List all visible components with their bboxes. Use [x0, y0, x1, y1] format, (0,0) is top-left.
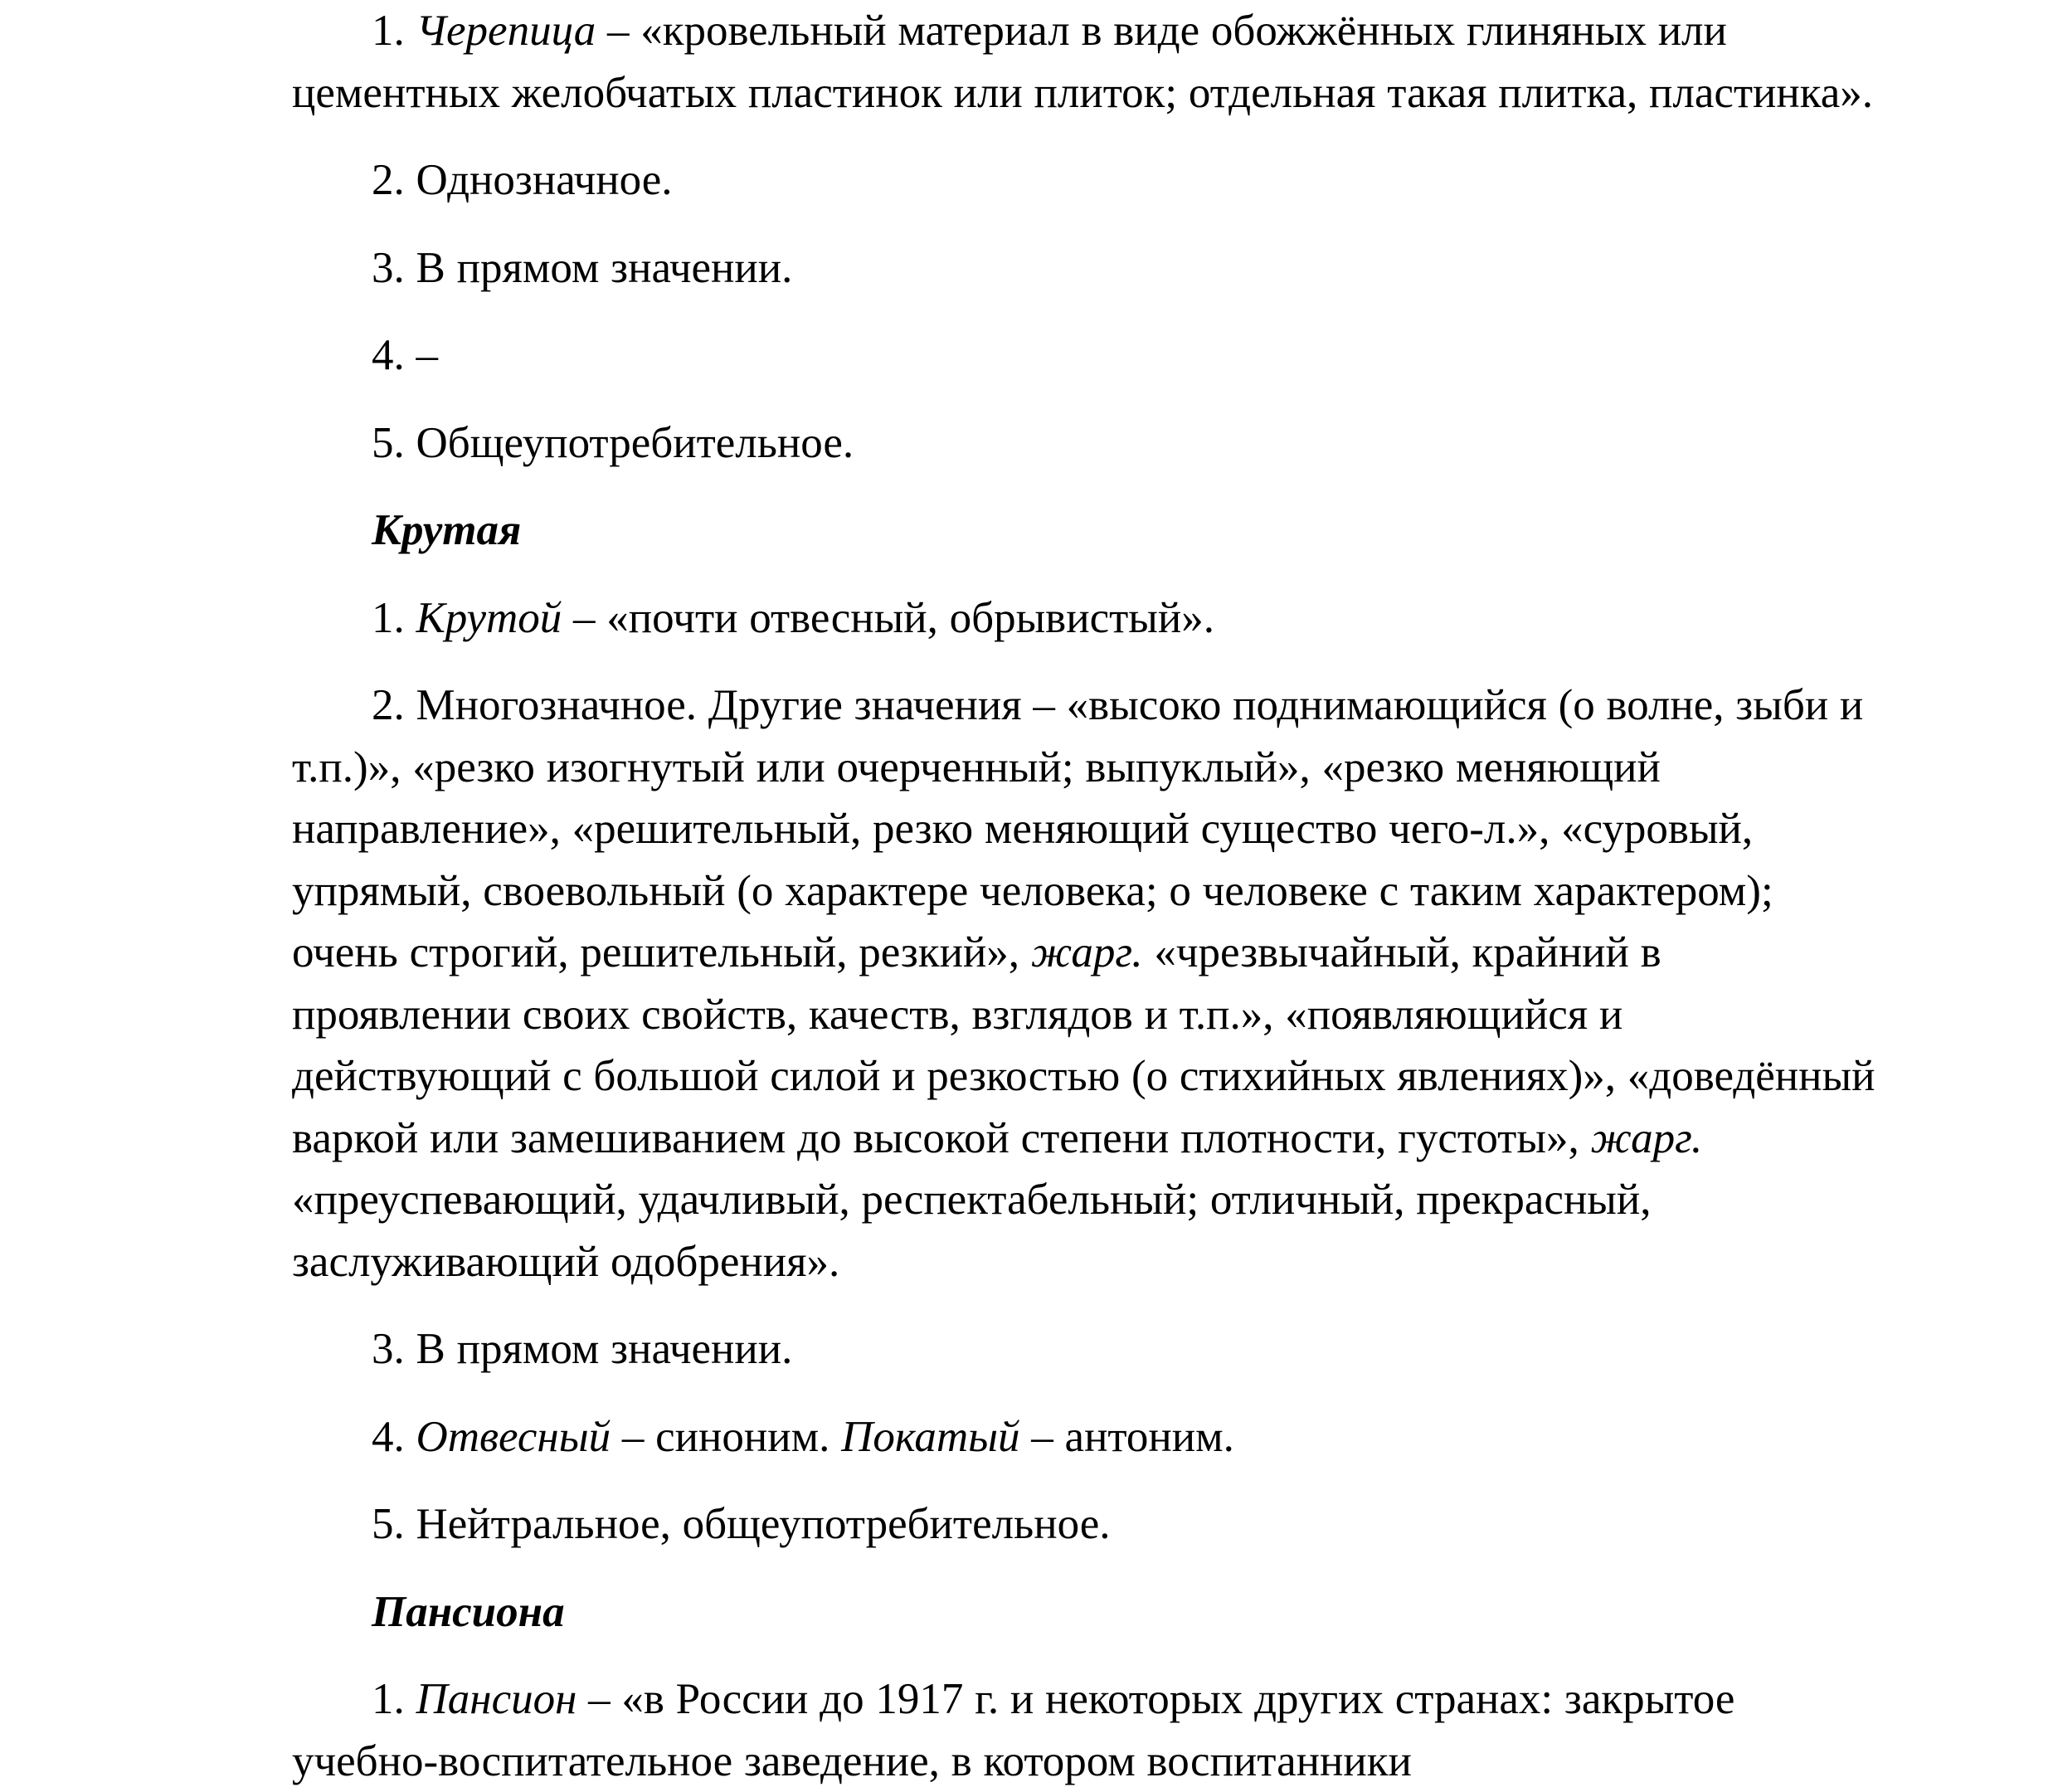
- item-number: 5.: [372, 418, 405, 467]
- synonym-label: – синоним.: [611, 1412, 842, 1461]
- dash: –: [562, 593, 607, 642]
- entry-2-item-3: [292, 1318, 1885, 1381]
- item-number: 2.: [372, 156, 405, 204]
- definition-text: «в России до 1917 г. и некоторых других странах: закрытое учебно-воспитательное заведение, в котором воспитанники: [292, 1675, 1735, 1785]
- headword-term: Пансион: [416, 1675, 577, 1723]
- item-number: 1.: [372, 593, 405, 642]
- item-number: 1.: [372, 1675, 405, 1723]
- item-number: 5.: [372, 1500, 405, 1548]
- entry-2-item-2: [292, 674, 1885, 1293]
- synonym-term: Отвесный: [416, 1412, 611, 1461]
- item-text-part-2: «чрезвычайный, крайний в проявлении своих свойств, качеств, взглядов и т.п.», «появляющийся и действующий с большой силой и резкостью (о стихийных явлениях)», «доведённый варкой или замешиванием до высокой степени плотности, густоты»,: [292, 928, 1876, 1162]
- entry-1-item-5: [292, 412, 1885, 475]
- entry-1-item-3: [292, 237, 1885, 299]
- entry-2-item-4: [292, 1406, 1885, 1468]
- item-number: 4.: [372, 1412, 405, 1461]
- paragraph-spacer: [292, 124, 1885, 149]
- item-text: В прямом значении.: [416, 243, 793, 292]
- entry-1-item-2: [292, 149, 1885, 212]
- item-number: 1.: [372, 7, 405, 55]
- item-text: Нейтральное, общеупотребительное.: [416, 1500, 1111, 1548]
- entry-1-item-1: [292, 0, 1885, 124]
- paragraph-spacer: [292, 474, 1885, 499]
- paragraph-spacer: [292, 387, 1885, 412]
- entry-2-item-1: [292, 587, 1885, 650]
- item-text: В прямом значении.: [416, 1325, 793, 1373]
- antonym-term: Покатый: [841, 1412, 1020, 1461]
- style-marker-2: жарг.: [1590, 1113, 1703, 1162]
- entry-2-item-5: [292, 1493, 1885, 1556]
- item-text: Общеупотребительное.: [416, 418, 854, 467]
- paragraph-spacer: [292, 1381, 1885, 1406]
- entry-2-heading: Крутая: [372, 506, 522, 554]
- paragraph-spacer: [292, 1556, 1885, 1581]
- headword-term: Крутой: [416, 593, 562, 642]
- paragraph-spacer: [292, 1643, 1885, 1668]
- paragraph-spacer: [292, 299, 1885, 324]
- paragraph-spacer: [292, 649, 1885, 674]
- entry-3-item-1: [292, 1668, 1885, 1792]
- paragraph-spacer: [292, 1293, 1885, 1318]
- style-marker-1: жарг.: [1030, 928, 1143, 976]
- text-column: [292, 0, 1885, 1792]
- definition-text: «кровельный материал в виде обожжённых глиняных или цементных желобчатых пластинок или плиток; отдельная такая плитка, пластинка».: [292, 7, 1873, 117]
- item-text: Однозначное.: [416, 156, 673, 204]
- paragraph-spacer: [292, 562, 1885, 587]
- item-number: 3.: [372, 243, 405, 292]
- paragraph-spacer: [292, 212, 1885, 237]
- item-number: 4.: [372, 331, 405, 379]
- definition-text: «почти отвесный, обрывистый».: [606, 593, 1214, 642]
- item-text-part-3: «преуспевающий, удачливый, респектабельный; отличный, прекрасный, заслуживающий одобрения».: [292, 1176, 1652, 1286]
- dash: –: [577, 1675, 622, 1723]
- entry-3-heading: Пансиона: [372, 1587, 565, 1636]
- headword-term: Черепица: [416, 7, 596, 55]
- item-number: 3.: [372, 1325, 405, 1373]
- item-number: 2.: [372, 681, 405, 729]
- dash: –: [596, 7, 641, 55]
- antonym-label: – антоним.: [1019, 1412, 1234, 1461]
- item-text: –: [416, 331, 438, 379]
- entry-1-item-4: [292, 324, 1885, 387]
- item-text-part-1: Многозначное. Другие значения – «высоко поднимающийся (о волне, зыби и т.п.)», «резко изогнутый или очерченный; выпуклый», «резко меняющий направление», «решительный, резко меняющий существо чего-л.», «суровый, упрямый, своевольный (о характере человека; о человеке с таким характером); очень строгий, решительный, резкий»,: [292, 681, 1864, 976]
- paragraph-spacer: [292, 1468, 1885, 1493]
